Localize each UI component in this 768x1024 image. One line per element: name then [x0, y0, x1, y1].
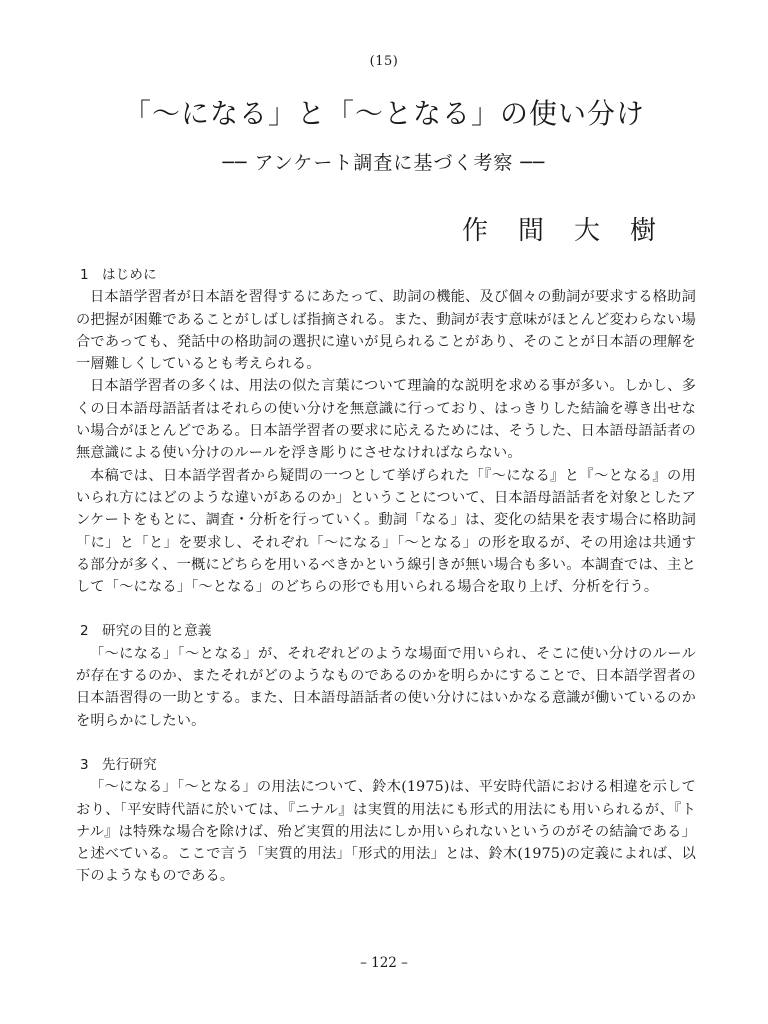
page-number: – 122 – — [360, 955, 408, 971]
paper-subtitle: ── アンケート調査に基づく考察 ── — [222, 152, 546, 174]
author-name: 作間大樹 — [462, 216, 687, 246]
paper-title: 「〜になる」と「〜となる」の使い分け — [122, 97, 645, 130]
series-number: (15) — [369, 54, 399, 69]
paragraph: 「〜になる」「〜となる」が、それぞれどのような場面で用いられ、そこに使い分けのルールが存在するのか、またそれがどのようなものであるのかを明らかにすることで、日本語学習者の日本語習得の一助とする。また、日本語母語話者の使い分けにはいかなる意識が働いているのかを明らかにしたい。 — [76, 645, 696, 729]
section-prior-research — [76, 754, 696, 888]
section-number: 3 — [80, 756, 89, 773]
body-text — [76, 264, 696, 888]
paragraph: 本稿では、日本語学習者から疑問の一つとして挙げられた「『〜になる』と『〜となる』の用いられ方にはどのような違いがあるのか」ということについて、日本語母語話者を対象としたアンケートをもとに、調査・分析を行っていく。動詞「なる」は、変化の結果を表す場合に格助詞「に」と「と」を要求し、それぞれ「〜になる」「〜となる」の形を取るが、その用途は共通する部分が多く、一概にどちらを用いるべきかという線引きが無い場合も多い。本調査では、主として「〜になる」「〜となる」のどちらの形でも用いられる場合を取り上げ、分析を行う。 — [76, 467, 696, 596]
paragraph: 「〜になる」「〜となる」の用法について、鈴木(1975)は、平安時代語における相違を示しており、「平安時代語に於いては、『ニナル』は実質的用法にも形式的用法にも用いられるが、『トナル』は特殊な場合を除けば、殆ど実質的用法にしか用いられないというのがその結論である」と述べている。ここで言う「実質的用法」「形式的用法」とは、鈴木(1975)の定義によれば、以下のようなものである。 — [76, 779, 696, 885]
section-title: 先行研究 — [102, 756, 157, 773]
section-heading — [76, 264, 696, 286]
section-introduction — [76, 264, 696, 598]
section-heading — [76, 620, 696, 642]
section-title: 研究の目的と意義 — [102, 623, 212, 640]
section-purpose — [76, 620, 696, 731]
section-number: 1 — [80, 267, 89, 283]
section-number: 2 — [80, 623, 89, 640]
section-title: はじめに — [102, 267, 157, 283]
paragraph: 日本語学習者の多くは、用法の似た言葉について理論的な説明を求める事が多い。しかし、多くの日本語母語話者はそれらの使い分けを無意識に行っており、はっきりした結論を導き出せない場合がほとんどである。日本語学習者の要求に応えるためには、そうした、日本語母語話者の無意識による使い分けのルールを浮き彫りにさせなければならない。 — [76, 378, 696, 462]
section-heading — [76, 754, 696, 776]
paragraph: 日本語学習者が日本語を習得するにあたって、助詞の機能、及び個々の動詞が要求する格助詞の把握が困難であることがしばしば指摘される。また、動詞が表す意味がほとんど変わらない場合であっても、発話中の格助詞の選択に違いが見られることがあり、そのことが日本語の理解を一層難しくしているとも考えられる。 — [76, 289, 696, 373]
